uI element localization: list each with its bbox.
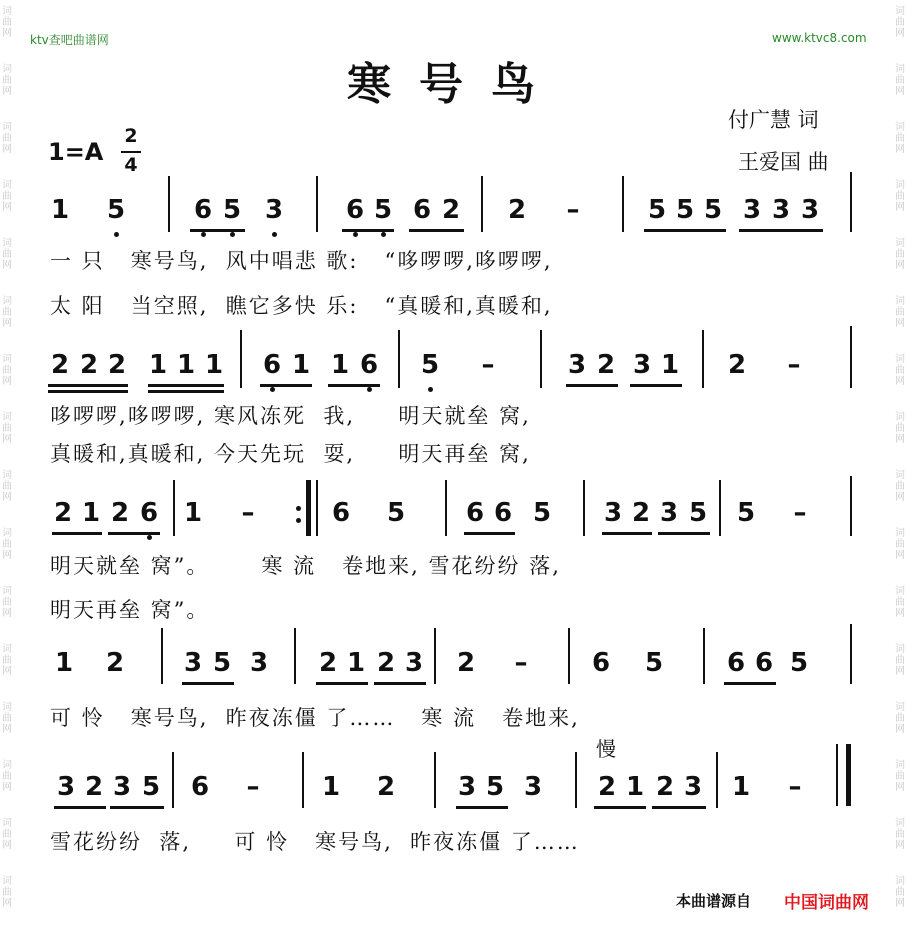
- beam-line: [724, 682, 776, 685]
- watermark-text: 词 曲 网: [2, 702, 12, 735]
- score-note: 3: [603, 498, 623, 528]
- score-note: 5: [688, 498, 708, 528]
- low-octave-dot: [381, 232, 386, 237]
- time-signature-top: 2: [124, 125, 138, 147]
- lyric-line: 明天再垒 窝”。: [50, 598, 210, 622]
- score-note: 6: [262, 350, 282, 380]
- score-note: 3: [183, 648, 203, 678]
- bar-line: [398, 330, 400, 388]
- watermark-text: 词 曲 网: [2, 876, 12, 909]
- score-note: 2: [376, 772, 396, 802]
- beam-line: [342, 229, 394, 232]
- score-note: 6: [190, 772, 210, 802]
- beam-line: [190, 229, 245, 232]
- beam-line: [108, 532, 160, 535]
- score-note: 1: [660, 350, 680, 380]
- beam-line: [48, 390, 128, 393]
- bar-line: [306, 480, 311, 536]
- lyric-line: 太 阳 当空照, 瞧它多快 乐: “真暖和,真暖和,: [50, 294, 553, 318]
- watermark-text: 词 曲 网: [895, 296, 905, 329]
- score-note: 5: [373, 195, 393, 225]
- score-note: 5: [675, 195, 695, 225]
- low-octave-dot: [201, 232, 206, 237]
- watermark-text: 词 曲 网: [895, 354, 905, 387]
- score-note: 1: [81, 498, 101, 528]
- score-note: 3: [523, 772, 543, 802]
- left-watermark-strip: [0, 0, 14, 937]
- score-note: 2: [655, 772, 675, 802]
- score-note: 1: [183, 498, 203, 528]
- bar-line: [846, 744, 851, 806]
- watermark-text: 词 曲 网: [2, 64, 12, 97]
- score-note: 6: [493, 498, 513, 528]
- score-note: 1: [346, 648, 366, 678]
- watermark-text: 词 曲 网: [2, 354, 12, 387]
- score-note: 2: [727, 350, 747, 380]
- score-note: 5: [222, 195, 242, 225]
- beam-line: [456, 806, 508, 809]
- bar-line: [719, 480, 721, 536]
- score-note: 1: [50, 195, 70, 225]
- bar-line: [850, 172, 852, 232]
- score-note: 2: [376, 648, 396, 678]
- watermark-text: 词 曲 网: [2, 238, 12, 271]
- watermark-text: 词 曲 网: [895, 238, 905, 271]
- beam-line: [54, 806, 106, 809]
- bar-line: [568, 628, 570, 684]
- bar-line: [172, 752, 174, 808]
- lyric-line: 雪花纷纷 落, 可 怜 寒号鸟, 昨夜冻僵 了……: [50, 830, 580, 854]
- score-note: 2: [79, 350, 99, 380]
- watermark-text: 词 曲 网: [2, 528, 12, 561]
- bar-line: [161, 628, 163, 684]
- song-title: 寒号鸟: [347, 59, 563, 110]
- watermark-text: 词 曲 网: [895, 470, 905, 503]
- beam-line: [739, 229, 823, 232]
- watermark-text: 词 曲 网: [2, 122, 12, 155]
- bar-line: [445, 480, 447, 536]
- dash-extension: –: [481, 350, 495, 380]
- score-note: 5: [789, 648, 809, 678]
- beam-line: [316, 682, 368, 685]
- score-note: 3: [56, 772, 76, 802]
- tempo-mark: 慢: [596, 737, 616, 761]
- beam-line: [148, 390, 224, 393]
- score-note: 5: [532, 498, 552, 528]
- watermark-text: 词 曲 网: [2, 412, 12, 445]
- score-note: 1: [291, 350, 311, 380]
- watermark-text: 词 曲 网: [895, 528, 905, 561]
- score-note: 6: [331, 498, 351, 528]
- bar-line: [168, 176, 170, 232]
- lyric-line: 可 怜 寒号鸟, 昨夜冻僵 了…… 寒 流 卷地来,: [50, 706, 580, 730]
- beam-line: [52, 532, 102, 535]
- composer-credit: 王爱国 曲: [738, 150, 829, 174]
- score-note: 5: [703, 195, 723, 225]
- score-note: 6: [345, 195, 365, 225]
- dash-extension: –: [241, 498, 255, 528]
- dash-extension: –: [514, 648, 528, 678]
- score-note: 5: [386, 498, 406, 528]
- beam-line: [566, 384, 618, 387]
- score-note: 2: [53, 498, 73, 528]
- score-note: 6: [139, 498, 159, 528]
- score-note: 2: [107, 350, 127, 380]
- bar-line: [622, 176, 624, 232]
- watermark-text: 词 曲 网: [2, 760, 12, 793]
- low-octave-dot: [428, 387, 433, 392]
- score-note: 5: [736, 498, 756, 528]
- score-note: 2: [597, 772, 617, 802]
- dash-extension: –: [566, 195, 580, 225]
- score-note: 6: [726, 648, 746, 678]
- watermark-text: 词 曲 网: [2, 470, 12, 503]
- watermark-text: 词 曲 网: [895, 180, 905, 213]
- score-note: 2: [507, 195, 527, 225]
- score-note: 2: [105, 648, 125, 678]
- bar-line: [540, 330, 542, 388]
- score-note: 2: [110, 498, 130, 528]
- score-note: 5: [420, 350, 440, 380]
- score-note: 3: [457, 772, 477, 802]
- score-note: 5: [141, 772, 161, 802]
- bar-line: [575, 752, 577, 808]
- bar-line: [302, 752, 304, 808]
- beam-line: [110, 806, 164, 809]
- bar-line: [850, 476, 852, 536]
- score-note: 3: [264, 195, 284, 225]
- score-note: 5: [485, 772, 505, 802]
- score-note: 1: [204, 350, 224, 380]
- watermark-text: 词 曲 网: [895, 412, 905, 445]
- beam-line: [658, 532, 710, 535]
- bar-line: [583, 480, 585, 536]
- score-note: 2: [50, 350, 70, 380]
- score-note: 5: [212, 648, 232, 678]
- beam-line: [630, 384, 682, 387]
- score-note: 1: [731, 772, 751, 802]
- bar-line: [703, 628, 705, 684]
- beam-line: [148, 384, 224, 387]
- watermark-text: 词 曲 网: [895, 64, 905, 97]
- bar-line: [481, 176, 483, 232]
- dash-extension: –: [788, 772, 802, 802]
- score-note: 5: [644, 648, 664, 678]
- score-note: 6: [754, 648, 774, 678]
- score-note: 1: [625, 772, 645, 802]
- low-octave-dot: [270, 387, 275, 392]
- low-octave-dot: [367, 387, 372, 392]
- score-note: 2: [318, 648, 338, 678]
- beam-line: [182, 682, 234, 685]
- bar-line: [240, 330, 242, 388]
- beam-line: [48, 384, 128, 387]
- beam-line: [464, 532, 515, 535]
- dash-extension: –: [793, 498, 807, 528]
- watermark-text: 词 曲 网: [2, 818, 12, 851]
- low-octave-dot: [230, 232, 235, 237]
- low-octave-dot: [114, 232, 119, 237]
- score-note: 3: [659, 498, 679, 528]
- score-note: 2: [596, 350, 616, 380]
- score-note: 2: [456, 648, 476, 678]
- watermark-text: 词 曲 网: [895, 702, 905, 735]
- bar-line: [850, 326, 852, 388]
- watermark-text: 词 曲 网: [895, 760, 905, 793]
- score-note: 3: [249, 648, 269, 678]
- score-note: 3: [567, 350, 587, 380]
- bar-line: [716, 752, 718, 808]
- watermark-text: 词 曲 网: [2, 180, 12, 213]
- footer-site-link[interactable]: 中国词曲网: [784, 893, 869, 913]
- watermark-text: 词 曲 网: [895, 818, 905, 851]
- repeat-dot: [296, 506, 301, 511]
- score-note: 6: [465, 498, 485, 528]
- score-note: 5: [647, 195, 667, 225]
- score-note: 3: [771, 195, 791, 225]
- repeat-dot: [296, 518, 301, 523]
- watermark-text: 词 曲 网: [2, 586, 12, 619]
- right-watermark-strip: [893, 0, 907, 937]
- bar-line: [850, 624, 852, 684]
- score-note: 3: [742, 195, 762, 225]
- lyric-line: 真暖和,真暖和, 今天先玩 耍, 明天再垒 窝,: [50, 442, 531, 466]
- score-note: 6: [359, 350, 379, 380]
- beam-line: [374, 682, 426, 685]
- bar-line: [434, 628, 436, 684]
- key-signature: 1=A: [48, 138, 104, 166]
- watermark-text: 词 曲 网: [895, 586, 905, 619]
- footer-source-label: 本曲谱源自: [676, 892, 752, 910]
- dash-extension: –: [246, 772, 260, 802]
- score-note: 2: [441, 195, 461, 225]
- score-note: 6: [193, 195, 213, 225]
- beam-line: [594, 806, 646, 809]
- score-note: 5: [106, 195, 126, 225]
- lyric-line: 一 只 寒号鸟, 风中唱悲 歌: “哆啰啰,哆啰啰,: [50, 249, 553, 273]
- score-note: 1: [54, 648, 74, 678]
- beam-line: [260, 384, 312, 387]
- watermark-text: 词 曲 网: [2, 296, 12, 329]
- dash-extension: –: [787, 350, 801, 380]
- bar-line: [173, 480, 175, 536]
- score-note: 1: [148, 350, 168, 380]
- score-note: 1: [176, 350, 196, 380]
- score-note: 3: [404, 648, 424, 678]
- time-signature-line: [121, 151, 141, 153]
- beam-line: [652, 806, 706, 809]
- score-note: 6: [591, 648, 611, 678]
- beam-line: [644, 229, 726, 232]
- score-note: 3: [632, 350, 652, 380]
- score-note: 3: [800, 195, 820, 225]
- score-note: 3: [683, 772, 703, 802]
- site-name-left: ktv查吧曲谱网: [30, 33, 109, 47]
- low-octave-dot: [147, 535, 152, 540]
- score-note: 1: [321, 772, 341, 802]
- bar-line: [316, 176, 318, 232]
- low-octave-dot: [272, 232, 277, 237]
- lyric-line: 哆啰啰,哆啰啰, 寒风冻死 我, 明天就垒 窝,: [50, 404, 531, 428]
- score-note: 3: [112, 772, 132, 802]
- watermark-text: 词 曲 网: [895, 876, 905, 909]
- bar-line: [294, 628, 296, 684]
- low-octave-dot: [353, 232, 358, 237]
- watermark-text: 词 曲 网: [2, 644, 12, 677]
- lyric-line: 明天就垒 窝”。 寒 流 卷地来, 雪花纷纷 落,: [50, 554, 561, 578]
- beam-line: [328, 384, 380, 387]
- watermark-text: 词 曲 网: [2, 6, 12, 39]
- beam-line: [409, 229, 464, 232]
- lyricist-credit: 付广慧 词: [728, 108, 819, 132]
- time-signature-bottom: 4: [124, 154, 138, 176]
- watermark-text: 词 曲 网: [895, 122, 905, 155]
- watermark-text: 词 曲 网: [895, 644, 905, 677]
- site-url-right: www.ktvc8.com: [772, 31, 867, 45]
- bar-line: [316, 480, 318, 536]
- beam-line: [602, 532, 652, 535]
- score-note: 1: [330, 350, 350, 380]
- score-note: 2: [84, 772, 104, 802]
- watermark-text: 词 曲 网: [895, 6, 905, 39]
- bar-line: [836, 744, 838, 806]
- score-note: 6: [412, 195, 432, 225]
- score-note: 2: [631, 498, 651, 528]
- bar-line: [434, 752, 436, 808]
- bar-line: [702, 330, 704, 388]
